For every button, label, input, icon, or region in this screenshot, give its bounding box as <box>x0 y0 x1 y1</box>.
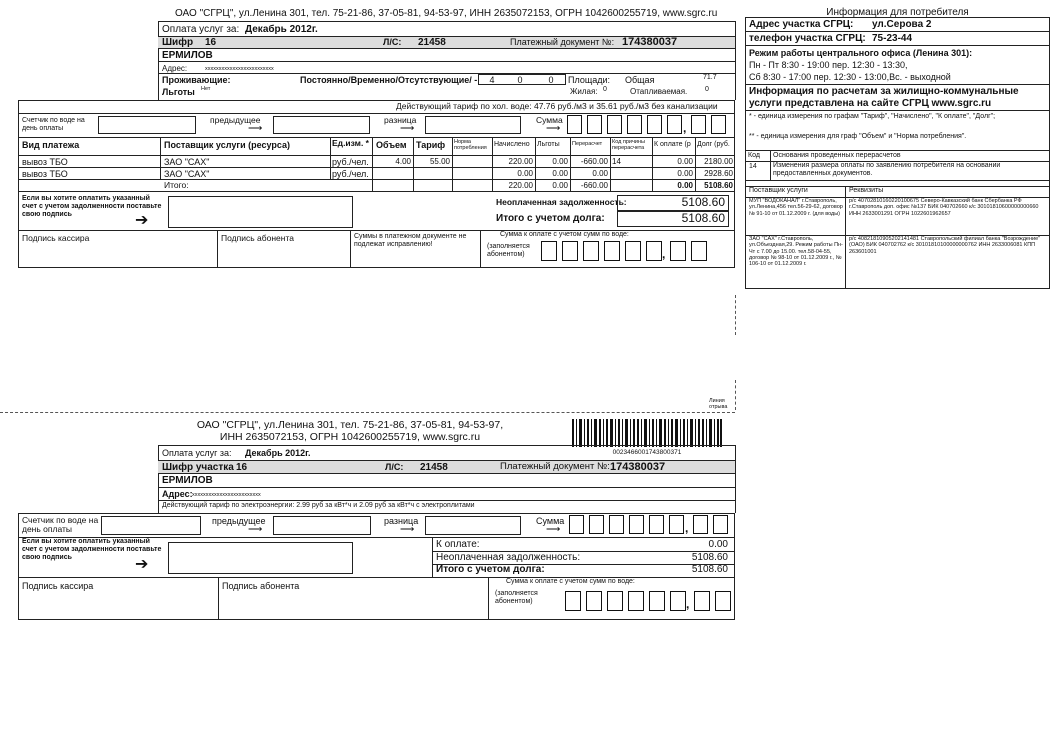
top-area-living-label: Жилая: <box>570 87 598 96</box>
top-filled-by: (заполняется абонентом) <box>487 243 530 259</box>
top-unpaid-value: 5108.60 <box>681 195 725 209</box>
arrow-right-icon: ⟶ <box>400 123 415 134</box>
cut-line <box>0 412 735 413</box>
top-meter-label: Счетчик по воде на день оплаты <box>22 117 85 132</box>
info-phone-value: 75-23-44 <box>872 33 913 44</box>
bottom-cashier-label: Подпись кассира <box>22 581 94 591</box>
top-water-digit-box[interactable] <box>691 241 707 261</box>
top-signature-field[interactable] <box>168 196 353 228</box>
top-residents-label: Проживающие: <box>162 75 231 85</box>
bottom-period-label: Оплата услуг за: <box>162 448 232 458</box>
top-water-digit-box[interactable] <box>646 241 662 261</box>
bottom-diff-label: разница <box>384 516 419 526</box>
top-residents-temporary: 0 <box>517 75 523 85</box>
info-details-header: Реквизиты <box>849 187 884 194</box>
top-cipher-label: Шифр <box>162 37 194 48</box>
top-residents-status: Постоянно/Временно/Отсутствующие/ - <box>300 75 478 85</box>
arrow-right-icon: ⟶ <box>400 524 415 535</box>
top-sum-separator: , <box>683 121 687 135</box>
info-supplier-1: МУП "ВОДОКАНАЛ" г.Ставрополь, ул.Ленина,456 тел.56-29-62, договор № 91-10 от 01.12.2009 г. (для воды) <box>749 198 843 217</box>
bottom-water-digit-box[interactable] <box>670 591 686 611</box>
arrow-right-icon: ➔ <box>135 556 149 573</box>
bottom-paydoc-value: 174380037 <box>610 461 666 473</box>
top-water-digit-box[interactable] <box>604 241 620 261</box>
top-sum-digit-box[interactable] <box>691 115 706 134</box>
bottom-filled-by: (заполняется абонентом) <box>495 590 538 606</box>
top-paydoc-label: Платежный документ №: <box>510 37 615 47</box>
info-reason-header: Основания проведенных перерасчетов <box>773 152 901 159</box>
info-address-value: ул.Серова 2 <box>872 19 932 30</box>
top-paydoc-value: 174380037 <box>622 36 678 48</box>
info-title: Информация для потребителя <box>826 7 969 18</box>
top-address-label: Адрес: <box>162 64 188 73</box>
arrow-right-icon: ⟶ <box>248 123 263 134</box>
bottom-water-digit-box[interactable] <box>628 591 644 611</box>
top-th-tariff: Тариф <box>416 140 446 150</box>
bottom-sum-label: Сумма <box>536 516 565 526</box>
top-residents-absent: 0 <box>548 75 554 85</box>
arrow-right-icon: ⟶ <box>546 123 561 134</box>
bottom-meter-current-field[interactable] <box>101 516 201 535</box>
bottom-subscriber-label: Подпись абонента <box>222 581 300 591</box>
top-residents-permanent: 4 <box>489 75 495 85</box>
bottom-sum-digit-box[interactable] <box>569 515 584 534</box>
info-note-2: ** - единица измерения для граф "Объем" и "Норма потребления". <box>749 133 967 140</box>
info-supplier-header: Поставщик услуги <box>749 187 808 194</box>
bottom-sum-digit-box[interactable] <box>649 515 664 534</box>
top-th-type: Вид платежа <box>22 140 80 150</box>
bottom-sum-digit-box[interactable] <box>629 515 644 534</box>
bottom-pay-water-label: Сумма к оплате с учетом сумм по воде: <box>506 578 635 585</box>
top-unpaid-label: Неоплаченная задолженность: <box>496 197 627 207</box>
top-area-heated-value: 0 <box>705 86 709 93</box>
top-name: ЕРМИЛОВ <box>162 50 213 61</box>
bottom-prev-label: предыдущее <box>212 516 266 526</box>
bottom-address-label: Адрес: <box>162 489 193 499</box>
top-total-debt-value: 5108.60 <box>681 211 725 225</box>
top-account-value: 21458 <box>418 37 446 48</box>
info-address-label: Адрес участка СГРЦ: <box>749 19 854 30</box>
top-sum-digit-box[interactable] <box>587 115 602 134</box>
bottom-paydoc-label: Платежный документ №: <box>500 461 610 472</box>
bottom-water-digit-box[interactable] <box>649 591 665 611</box>
top-address-value: xxxxxxxxxxxxxxxxxxxxxxxxx <box>205 66 274 72</box>
bottom-water-digit-box[interactable] <box>715 591 731 611</box>
top-water-digit-box[interactable] <box>583 241 599 261</box>
top-th-norm: Норма потребления <box>454 139 487 152</box>
info-code-value: 14 <box>749 163 757 170</box>
top-th-debt: Долг (руб. <box>697 141 730 148</box>
bottom-sum-digit-box[interactable] <box>609 515 624 534</box>
top-meter-diff-field[interactable] <box>425 116 521 134</box>
top-cipher-value: 16 <box>205 37 217 48</box>
bottom-sum-digit-box[interactable] <box>713 515 728 534</box>
top-header: ОАО "СГРЦ", ул.Ленина 301, тел. 75-21-86, 37-05-81, 94-53-97, ИНН 2635072153, ОГРН 1042600255719, www.sgrc.ru <box>175 8 718 19</box>
bottom-account-label: Л/С: <box>385 462 404 472</box>
top-th-benefits: Льготы <box>537 141 560 148</box>
top-pay-water-label: Сумма к оплате с учетом сумм по воде: <box>500 231 629 238</box>
arrow-right-icon: ⟶ <box>546 524 561 535</box>
bottom-signature-field[interactable] <box>168 542 353 574</box>
bottom-header-2: ИНН 2635072153, ОГРН 1042600255719, www.sgrc.ru <box>219 431 481 443</box>
bottom-unpaid-label: Неоплаченная задолженность: <box>436 552 581 563</box>
info-hours-2: Сб 8:30 - 17:00 пер. 12:30 - 13:00,Вс. - выходной <box>749 72 951 82</box>
info-phone-label: телефон участка СГРЦ: <box>749 33 866 44</box>
barcode-icon <box>572 419 722 447</box>
bottom-header-1: ОАО "СГРЦ", ул.Ленина 301, тел. 75-21-86, 37-05-81, 94-53-97, <box>196 419 504 431</box>
bottom-period-value: Декабрь 2012г. <box>245 448 311 458</box>
top-subscriber-label: Подпись абонента <box>221 233 294 243</box>
arrow-right-icon: ➔ <box>135 212 149 229</box>
top-water-digit-box[interactable] <box>670 241 686 261</box>
bottom-sign-note: Если вы хотите оплатить указанный счет с учетом задолженности поставьте свою подпись <box>22 538 162 562</box>
top-water-digit-box[interactable] <box>562 241 578 261</box>
bottom-cipher-value: 16 <box>236 462 248 473</box>
info-reason-value: Изменения размера оплаты по заявлению потребителя на основании предоставленных документов. <box>773 162 1001 178</box>
top-sign-note: Если вы хотите оплатить указанный счет с учетом задолженности поставьте свою подпись <box>22 195 162 219</box>
top-account-label: Л/С: <box>383 37 402 47</box>
bottom-water-digit-box[interactable] <box>565 591 581 611</box>
bottom-water-digit-box[interactable] <box>607 591 623 611</box>
top-period-label: Оплата услуг за: <box>162 24 240 35</box>
bottom-topay-label: К оплате: <box>436 539 480 550</box>
top-no-correction: Суммы в платежном документе не подлежат исправлению! <box>354 233 467 249</box>
info-supplier-2: ЗАО "САХ" г.Ставрополь, ул.Объездная,29. Режим работы Пн-Чт с 7.00 до 15.00. тел.58-04-55, договор № 98-10 от 01.12.2009 г., № 106-10 от 01.12.2009 г. <box>749 236 843 268</box>
bottom-sum-digit-box[interactable] <box>693 515 708 534</box>
bottom-sum-digit-box[interactable] <box>589 515 604 534</box>
top-cashier-label: Подпись кассира <box>22 233 90 243</box>
info-hours-1: Пн - Пт 8:30 - 19:00 пер. 12:30 - 13:30, <box>749 60 908 70</box>
bottom-meter-prev-field[interactable] <box>273 516 371 535</box>
bottom-account-value: 21458 <box>420 462 448 473</box>
info-details-1: р/с 40702810160220100675 Северо-Кавказский банк Сбербанка РФ г.Ставрополь доп. офис №137 БИК 040702660 к/с 30101810600000000660 ИНН 2633001291 ОГРН 1022601962657 <box>849 198 1039 217</box>
top-sum-digit-box[interactable] <box>607 115 622 134</box>
top-th-volume: Объем <box>376 140 407 150</box>
info-details-2: р/с 40821810905202141481 Ставропольский филиал банка "Возрождение" (ОАО) БИК 040702762 к/с 30101810100000000762 ИНН 2633006081 КПП 263601001 <box>849 236 1041 255</box>
top-area-label: Площади: <box>568 75 611 85</box>
top-sum-digit-box[interactable] <box>567 115 582 134</box>
bottom-water-digit-box[interactable] <box>586 591 602 611</box>
info-hours-title: Режим работы центрального офиса (Ленина 301): <box>749 48 973 58</box>
top-area-heated-label: Отапливаемая. <box>630 87 688 96</box>
top-benefits-value: Нет <box>201 86 211 92</box>
top-th-topay: К оплате (р <box>654 141 691 148</box>
top-th-supplier: Поставщик услуги (ресурса) <box>164 140 290 150</box>
top-sum-label: Сумма <box>536 115 563 125</box>
bottom-name: ЕРМИЛОВ <box>162 475 213 486</box>
top-meter-current-field[interactable] <box>98 116 196 134</box>
top-sum-digit-box[interactable] <box>627 115 642 134</box>
top-diff-label: разница <box>384 115 417 125</box>
info-site-note: Информация по расчетам за жилищно-коммунальные услуги представлена на сайте СГРЦ www.sgrc.ru <box>749 86 1019 109</box>
bottom-total-debt-label: Итого с учетом долга: <box>436 564 545 575</box>
info-note-1: * - единица измерения по графам "Тариф", "Начислено", "К оплате", "Долг"; <box>749 113 996 120</box>
bottom-address-value: xxxxxxxxxxxxxxxxxxxxxxxxx <box>192 492 261 498</box>
bottom-total-debt-value: 5108.60 <box>691 564 728 575</box>
bottom-tariff-note: Действующий тариф по электроэнергии: 2.99 руб за кВт*ч и 2.09 руб за кВт*ч с электроплитами <box>162 502 475 509</box>
bottom-water-digit-box[interactable] <box>694 591 710 611</box>
top-total-debt-label: Итого с учетом долга: <box>496 213 605 224</box>
top-sum-digit-box[interactable] <box>647 115 662 134</box>
top-sum-digit-box[interactable] <box>667 115 682 134</box>
top-water-digit-box[interactable] <box>625 241 641 261</box>
bottom-topay-value: 0.00 <box>708 539 728 550</box>
top-meter-prev-field[interactable] <box>273 116 370 134</box>
arrow-right-icon: ⟶ <box>248 524 263 535</box>
top-th-unit: Ед.изм. * <box>332 138 369 148</box>
bottom-unpaid-value: 5108.60 <box>691 552 728 563</box>
top-period-value: Декабрь 2012г. <box>245 24 318 35</box>
top-area-living-value: 0 <box>603 86 607 93</box>
top-water-digit-box[interactable] <box>541 241 557 261</box>
cut-line-label: Линия отрыва <box>709 398 728 411</box>
barcode-number: 0023466001743800371 <box>612 449 682 456</box>
bottom-meter-diff-field[interactable] <box>425 516 521 535</box>
bottom-meter-label: Счетчик по воде на день оплаты <box>22 515 99 535</box>
top-th-recalc: Перерасчет <box>572 141 603 147</box>
top-sum-digit-box[interactable] <box>711 115 726 134</box>
top-prev-label: предыдущее <box>210 115 261 125</box>
top-th-code: Код причины перерасчета <box>612 139 645 152</box>
top-th-charged: Начислено <box>494 141 530 148</box>
info-code-header: Код <box>748 152 760 159</box>
bottom-cipher-label: Шифр участка <box>162 462 234 473</box>
top-area-total-label: Общая <box>625 75 655 85</box>
top-tariff-note: Действующий тариф по хол. воде: 47.76 руб./м3 и 35.61 руб./м3 без канализации <box>396 101 718 111</box>
top-area-total-value: 71.7 <box>703 74 717 81</box>
bottom-sum-digit-box[interactable] <box>669 515 684 534</box>
top-benefits-label: Льготы <box>162 87 195 97</box>
